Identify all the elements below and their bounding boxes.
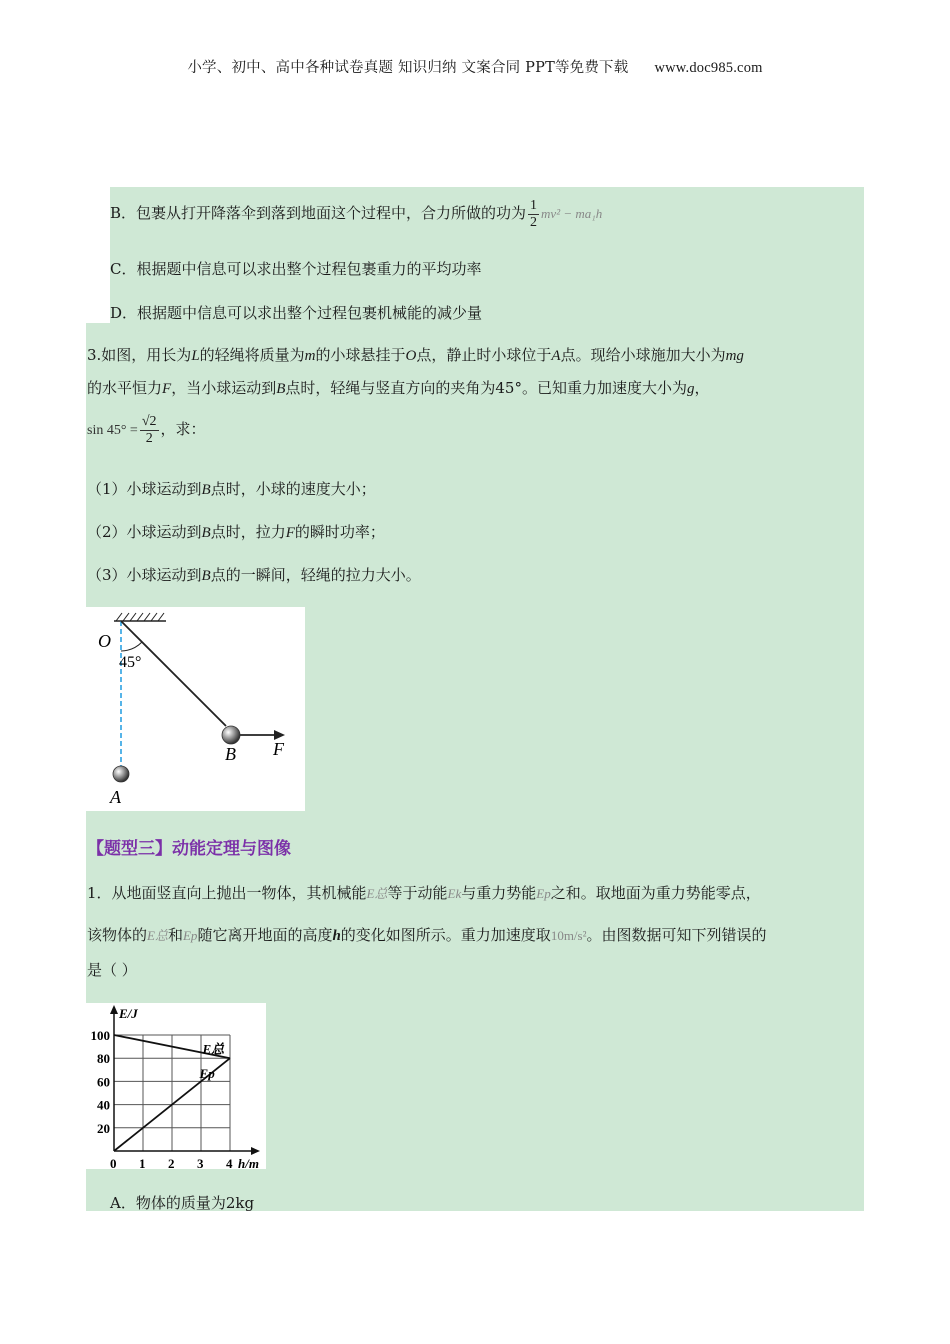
y-tick-label: 20 <box>97 1120 110 1136</box>
x-tick-label: 0 <box>110 1156 117 1169</box>
pendulum-diagram <box>86 607 305 811</box>
label-angle: 45° <box>119 654 142 671</box>
option-d: D．根据题中信息可以求出整个过程包裹机械能的减少量 <box>110 304 483 322</box>
q1-line-1: 1．从地面竖直向上抛出一物体，其机械能E总等于动能Ek与重力势能Ep之和。取地面为重力势能零点， <box>87 884 761 902</box>
header-text: 小学、初中、高中各种试卷真题 知识归纳 文案合同 PPT等免费下载 <box>187 60 629 76</box>
q3-sub-1: （1）小球运动到B点时，小球的速度大小； <box>87 480 376 498</box>
fraction-sqrt2-over-2: $\frac{√2}{2}$ <box>141 413 157 446</box>
y-tick-label: 100 <box>90 1028 110 1043</box>
chart-axes <box>110 1005 260 1169</box>
q1-line-3: 是（ ） <box>87 961 137 979</box>
x-tick-label: 2 <box>168 1156 175 1169</box>
series-label-e-total: E总 <box>202 1041 225 1057</box>
q1-line-2: 该物体的E总和Ep随它离开地面的高度h的变化如图所示。重力加速度取10m/s²。由图数据可知下列错误的 <box>87 926 767 944</box>
page-header <box>0 56 950 77</box>
q3-sub-2: （2）小球运动到B点时，拉力F的瞬时功率； <box>87 523 385 541</box>
q3-sub-3: （3）小球运动到B点的一瞬间，轻绳的拉力大小。 <box>87 566 421 584</box>
label-o: O <box>98 631 111 651</box>
q3-sin-line: sin 45° = $\frac{√2}{2}$ ，求： <box>87 413 206 446</box>
x-tick-label: 3 <box>197 1156 204 1169</box>
x-axis-label: h/m <box>238 1156 259 1169</box>
angle-arc <box>121 642 142 651</box>
label-a: A <box>110 787 121 807</box>
x-tick-label: 1 <box>139 1156 146 1169</box>
fraction-half: $\frac{1}{2}$ <box>530 197 538 230</box>
q3-line-2: 的水平恒力F，当小球运动到B点时，轻绳与竖直方向的夹角为45°。已知重力加速度大小为g， <box>87 379 710 397</box>
label-b: B <box>225 744 236 764</box>
x-axis-arrow <box>251 1147 260 1155</box>
option-b-expr: mv² − ma₁h <box>541 206 603 221</box>
header-url[interactable]: www.doc985.com <box>654 60 763 76</box>
option-c: C．根据题中信息可以求出整个过程包裹重力的平均功率 <box>110 260 482 278</box>
y-tick-label: 80 <box>97 1051 110 1067</box>
label-f: F <box>273 739 284 759</box>
x-tick-label: 4 <box>226 1156 233 1169</box>
q3-line-1: 3.如图，用长为L的轻绳将质量为m的小球悬挂于O点，静止时小球位于A点。现给小球施加大小为mg <box>87 346 744 364</box>
y-tick-label: 60 <box>97 1074 110 1090</box>
option-b: B．包裹从打开降落伞到落到地面这个过程中，合力所做的功为 $\frac{1}{2}$ mv² − ma₁h <box>110 197 603 230</box>
q1-option-a: A．物体的质量为2kg <box>110 1194 255 1212</box>
energy-chart-box <box>86 1003 266 1169</box>
y-axis-arrow <box>110 1005 118 1014</box>
y-tick-label: 40 <box>97 1097 110 1113</box>
energy-chart <box>86 1003 266 1169</box>
pendulum-figure <box>86 607 305 811</box>
y-axis-label: E/J <box>119 1006 138 1021</box>
rope-line <box>121 621 226 726</box>
ceiling-hatch <box>116 613 164 621</box>
section-title: 【题型三】动能定理与图像 <box>87 839 291 859</box>
ball-a <box>113 766 129 782</box>
series-label-e-p: Ep <box>199 1065 215 1081</box>
ball-b <box>222 726 240 744</box>
